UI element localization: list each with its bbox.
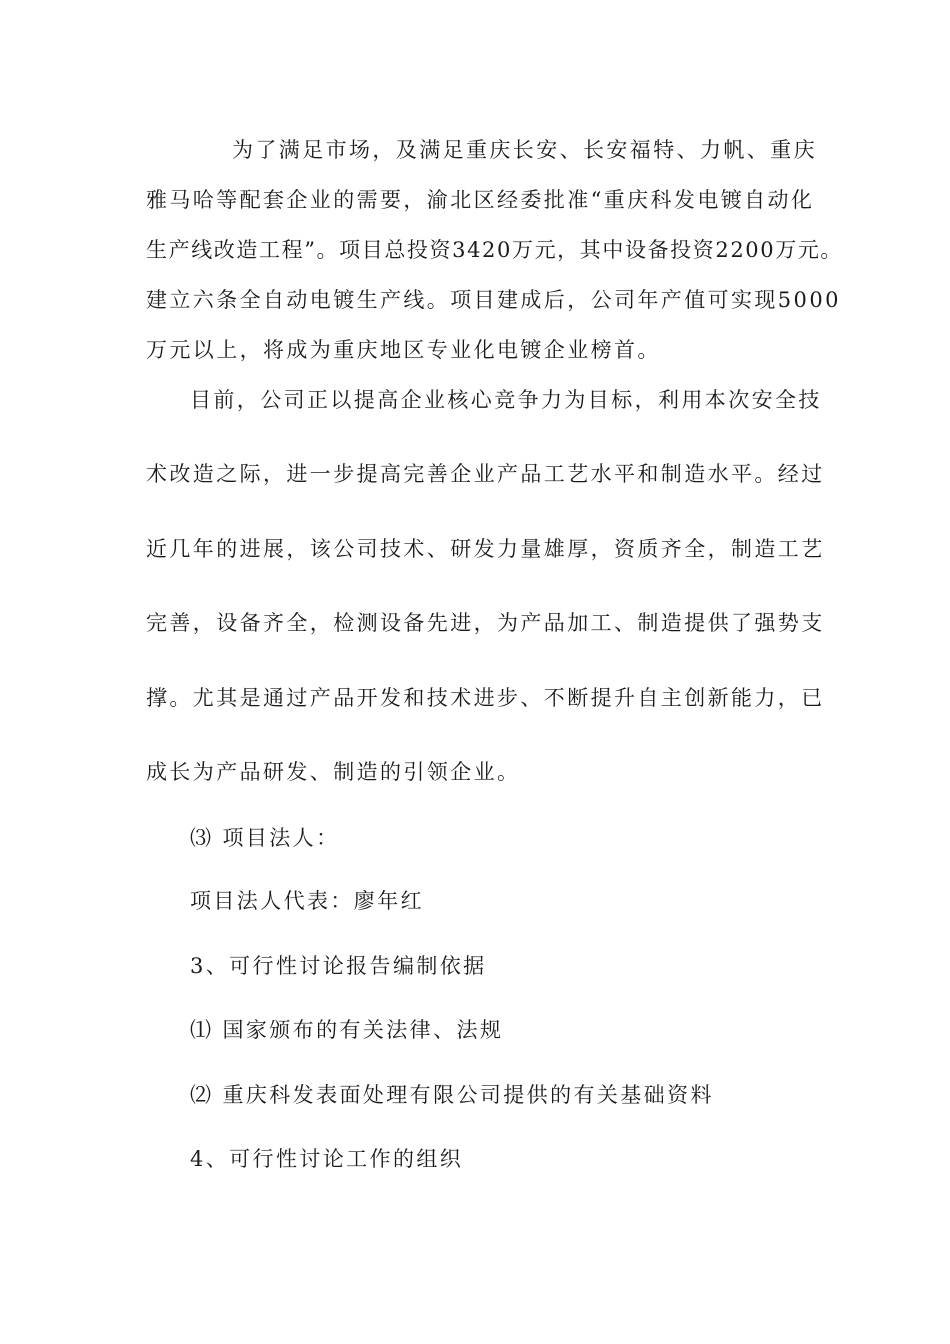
paragraph-1-line-4: 建立六条全自动电镀生产线。项目建成后，公司年产值可实现5000 — [146, 288, 841, 312]
project-legal-entity-heading: ⑶ 项目法人： — [190, 826, 340, 850]
paragraph-1-line-5: 万元以上，将成为重庆地区专业化电镀企业榜首。 — [146, 338, 661, 362]
paragraph-1-line-1: 为了满足市场，及满足重庆长安、长安福特、力帆、重庆 — [232, 138, 817, 162]
paragraph-2-line-4: 完善，设备齐全，检测设备先进，为产品加工、制造提供了强势支 — [146, 611, 825, 635]
paragraph-2-line-6: 成长为产品研发、制造的引领企业。 — [146, 760, 521, 784]
paragraph-2-line-1: 目前，公司正以提高企业核心竞争力为目标，利用本次安全技 — [190, 388, 822, 412]
paragraph-2-line-2: 术改造之际，进一步提高完善企业产品工艺水平和制造水平。经过 — [146, 462, 825, 486]
paragraph-1-line-2: 雅马哈等配套企业的需要，渝北区经委批准“重庆科发电镀自动化 — [146, 188, 815, 212]
paragraph-2-line-3: 近几年的进展，该公司技术、研发力量雄厚，资质齐全，制造工艺 — [146, 537, 825, 561]
basis-item-2: ⑵ 重庆科发表面处理有限公司提供的有关基础资料 — [190, 1083, 714, 1107]
basis-item-1: ⑴ 国家颁布的有关法律、法规 — [190, 1018, 504, 1042]
paragraph-1-line-3: 生产线改造工程”。项目总投资3420万元，其中设备投资2200万元。 — [146, 238, 844, 262]
section-4-heading: 4、可行性讨论工作的组织 — [190, 1147, 464, 1171]
legal-representative: 项目法人代表：廖年红 — [190, 889, 424, 913]
section-3-heading: 3、可行性讨论报告编制依据 — [190, 954, 487, 978]
paragraph-2-line-5: 撑。尤其是通过产品开发和技术进步、不断提升自主创新能力，已 — [146, 686, 825, 710]
